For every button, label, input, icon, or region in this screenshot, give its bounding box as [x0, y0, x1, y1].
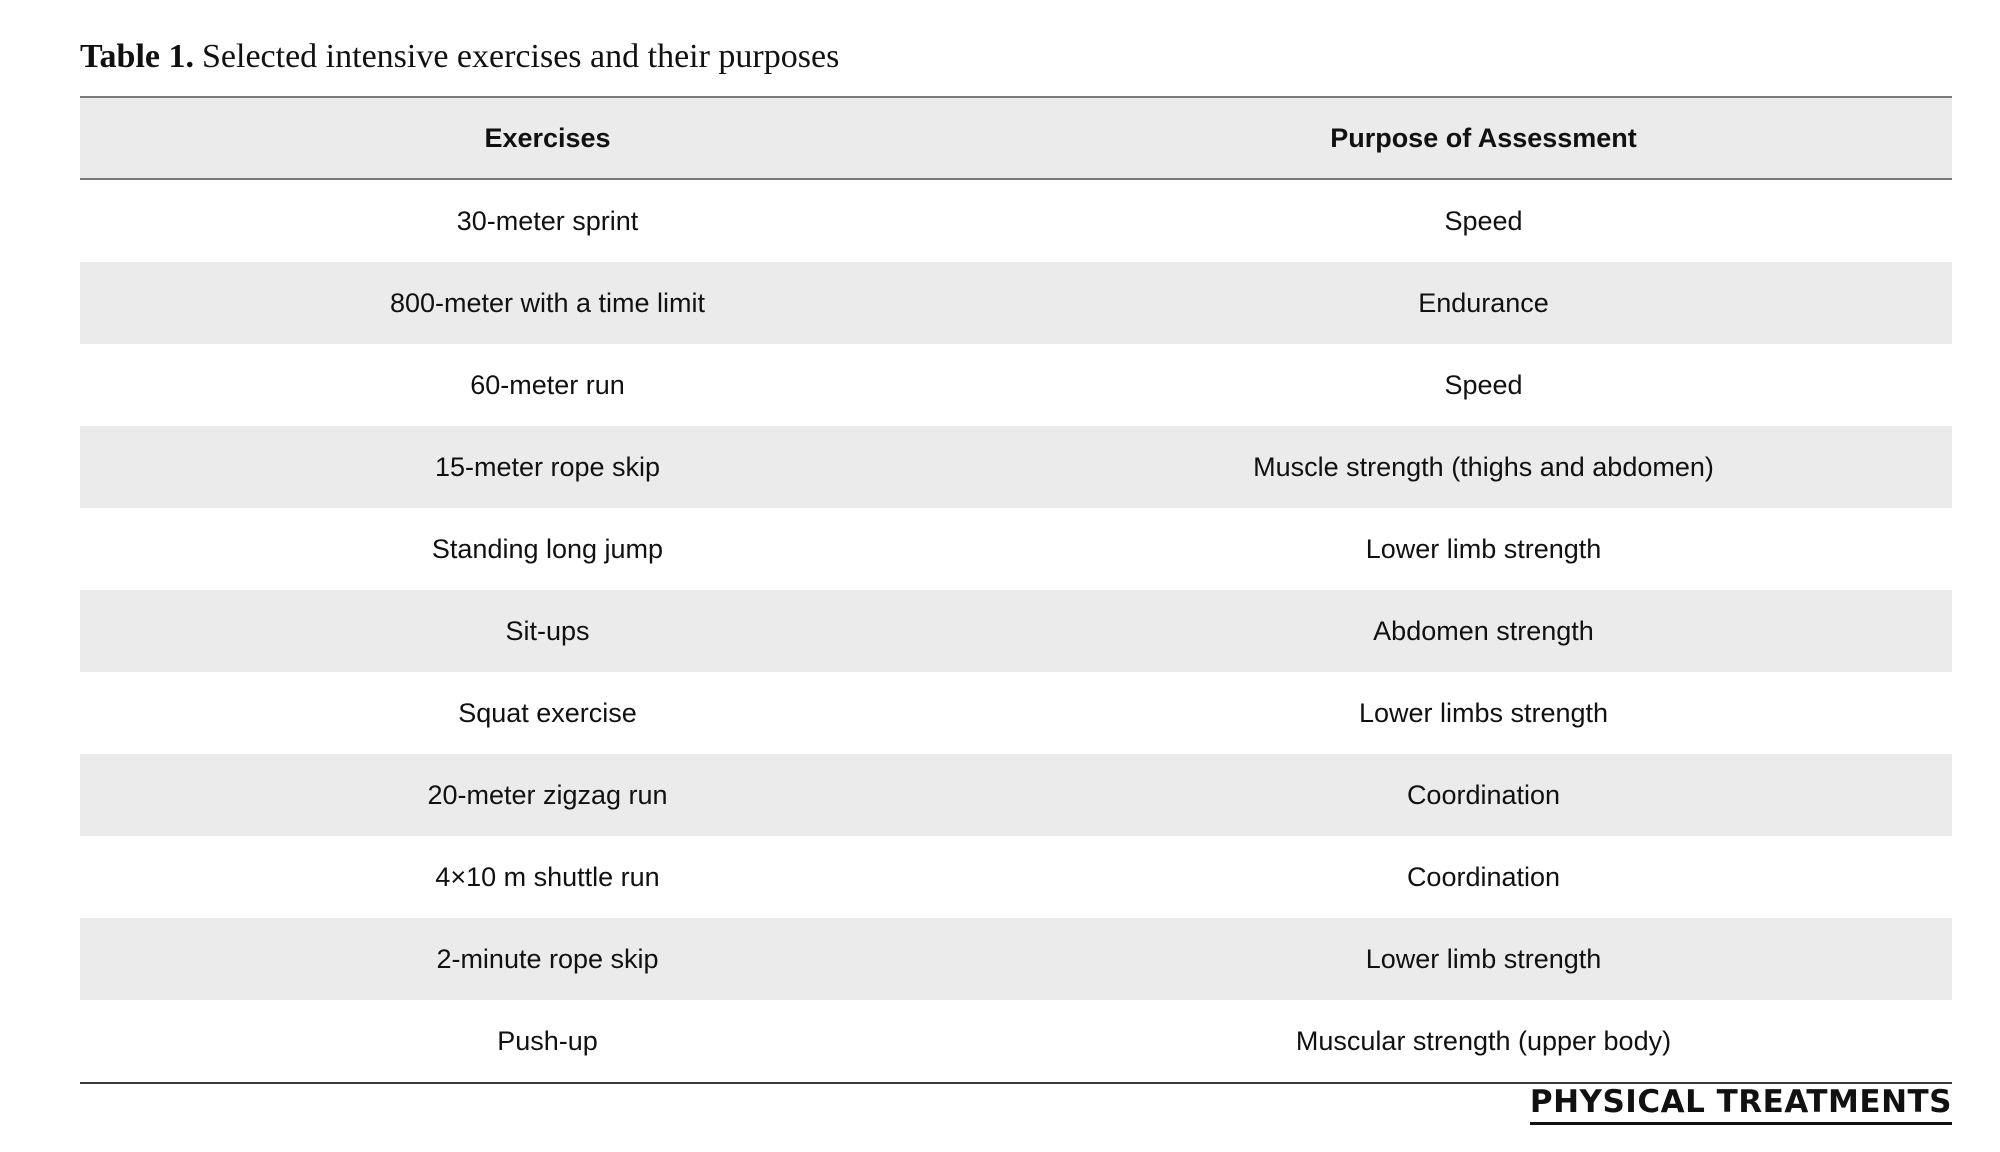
purpose-cell: Muscular strength (upper body) — [1295, 1025, 1672, 1056]
purpose-cell: Endurance — [1418, 287, 1549, 318]
purpose-cell: Lower limb strength — [1365, 943, 1602, 974]
table-row — [80, 754, 1952, 836]
table-caption-text: Selected intensive exercises and their purposes — [202, 38, 840, 75]
exercise-cell: Sit-ups — [505, 615, 590, 646]
table-row — [80, 426, 1952, 508]
header-exercises: Exercises — [484, 122, 611, 153]
table-row — [80, 590, 1952, 672]
table-row — [80, 1000, 1952, 1082]
exercise-cell: Squat exercise — [458, 697, 637, 728]
purpose-cell: Speed — [1444, 205, 1523, 236]
purpose-cell: Lower limbs strength — [1358, 697, 1609, 728]
purpose-cell: Speed — [1444, 369, 1523, 400]
exercises-table — [80, 96, 1952, 1084]
exercise-cell: 30-meter sprint — [456, 205, 639, 236]
table-row — [80, 262, 1952, 344]
table-caption-label: Table 1. — [80, 38, 195, 75]
exercise-cell: 2-minute rope skip — [436, 943, 659, 974]
exercise-cell: 15-meter rope skip — [434, 451, 661, 482]
exercise-cell: 800-meter with a time limit — [389, 287, 706, 318]
purpose-cell: Muscle strength (thighs and abdomen) — [1253, 451, 1714, 482]
exercise-cell: Standing long jump — [431, 533, 664, 564]
table-row — [80, 672, 1952, 754]
header-purpose: Purpose of Assessment — [1330, 122, 1637, 153]
purpose-cell: Lower limb strength — [1365, 533, 1602, 564]
exercise-cell: 60-meter run — [470, 369, 625, 400]
table-header-row — [80, 98, 1952, 180]
table-caption — [80, 32, 839, 82]
table-row — [80, 344, 1952, 426]
purpose-cell: Abdomen strength — [1373, 615, 1594, 646]
journal-logo: PHYSICAL TREATMENTS — [1530, 1084, 1952, 1125]
table-row — [80, 836, 1952, 918]
table-row — [80, 918, 1952, 1000]
table-row — [80, 180, 1952, 262]
table-row — [80, 508, 1952, 590]
purpose-cell: Coordination — [1406, 861, 1561, 892]
exercise-cell: Push-up — [497, 1025, 598, 1056]
exercise-cell: 20-meter zigzag run — [427, 779, 668, 810]
purpose-cell: Coordination — [1406, 779, 1561, 810]
exercise-cell: 4×10 m shuttle run — [435, 861, 660, 892]
